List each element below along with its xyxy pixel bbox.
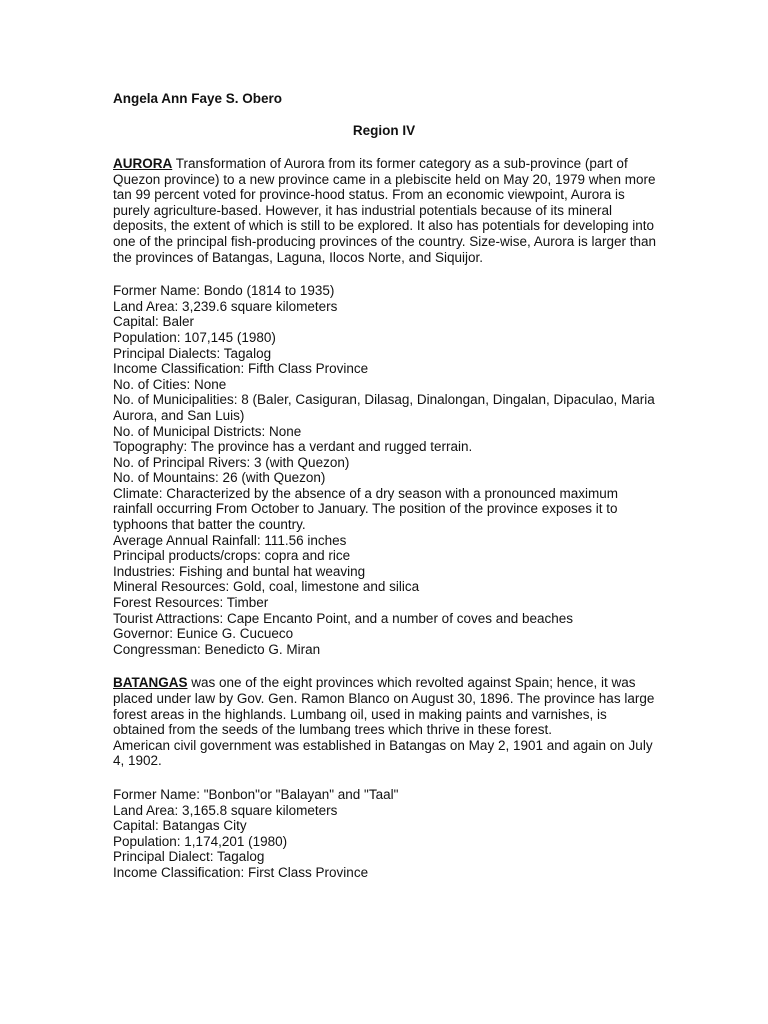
- spacer: [113, 265, 661, 283]
- aurora-fact: Industries: Fishing and buntal hat weaving: [113, 563, 366, 579]
- batangas-intro-text: was one of the eight provinces which revolted against Spain; hence, it was placed under law by Gov. Gen. Ramon Blanco on August 30, 1896. The province has large forest areas in the highlands. Lumbang oil, used in making paints and varnishes, is obtained from the seeds of the lumbang trees which thrive in these forest.: [113, 675, 655, 738]
- aurora-fact: No. of Mountains: 26 (with Quezon): [113, 470, 326, 486]
- spacer: [113, 657, 661, 675]
- aurora-heading: AURORA: [113, 156, 173, 171]
- aurora-fact: Tourist Attractions: Cape Encanto Point, and a number of coves and beaches: [113, 610, 574, 626]
- region-title: Region IV: [352, 123, 416, 138]
- aurora-fact: Principal Dialects: Tagalog: [113, 345, 272, 361]
- aurora-fact: Topography: The province has a verdant and rugged terrain.: [113, 439, 473, 455]
- aurora-fact: Capital: Baler: [113, 314, 195, 330]
- aurora-fact: Congressman: Benedicto G. Miran: [113, 641, 321, 657]
- spacer: [113, 769, 661, 787]
- aurora-fact: No. of Municipal Districts: None: [113, 423, 302, 439]
- aurora-fact: Forest Resources: Timber: [113, 595, 269, 611]
- aurora-fact: Income Classification: Fifth Class Province: [113, 361, 369, 377]
- batangas-intro-paragraph-2: American civil government was established in Batangas on May 2, 1901 and again on July 4, 1902.: [113, 737, 653, 769]
- aurora-fact: Average Annual Rainfall: 111.56 inches: [113, 532, 347, 548]
- aurora-fact: No. of Municipalities: 8 (Baler, Casiguran, Dilasag, Dinalongan, Dingalan, Dipaculao, Maria Aurora, and San Luis): [113, 392, 655, 423]
- batangas-intro-paragraph: [113, 675, 661, 737]
- aurora-intro-paragraph: [113, 156, 661, 265]
- aurora-fact: Former Name: Bondo (1814 to 1935): [113, 283, 335, 299]
- aurora-fact: No. of Cities: None: [113, 376, 227, 392]
- aurora-facts-list: [113, 283, 661, 657]
- aurora-fact: Governor: Eunice G. Cucueco: [113, 626, 294, 642]
- batangas-fact: Capital: Batangas City: [113, 818, 247, 834]
- aurora-fact: Climate: Characterized by the absence of a dry season with a pronounced maximum rainfall occurring From October to January. The position of the province exposes it to typhoons that batter the country.: [113, 485, 619, 533]
- aurora-fact: Population: 107,145 (1980): [113, 329, 276, 345]
- batangas-heading: BATANGAS: [113, 675, 188, 691]
- document-body: [113, 156, 661, 881]
- aurora-intro-text: Transformation of Aurora from its former category as a sub-province (part of Quezon province) to a new province came in a plebiscite held on May 20, 1979 when more tan 99 percent voted for province-hood status. From an economic viewpoint, Aurora is purely agriculture-based. However, it has industrial potentials because of its mineral deposits, the extent of which is still to be explored. It also has potentials for developing into one of the principal fish-producing provinces of the country. Size-wise, Aurora is larger than the provinces of Batangas, Laguna, Ilocos Norte, and Siquijor.: [113, 156, 657, 265]
- author-name: Angela Ann Faye S. Obero: [113, 91, 283, 106]
- batangas-fact: Land Area: 3,165.8 square kilometers: [113, 802, 338, 818]
- aurora-fact: Mineral Resources: Gold, coal, limestone and silica: [113, 579, 420, 595]
- aurora-fact: No. of Principal Rivers: 3 (with Quezon): [113, 454, 350, 470]
- batangas-facts-list: [113, 787, 661, 881]
- batangas-fact: Former Name: "Bonbon"or "Balayan" and "Taal": [113, 786, 399, 802]
- aurora-fact: Land Area: 3,239.6 square kilometers: [113, 298, 338, 314]
- batangas-fact: Population: 1,174,201 (1980): [113, 833, 288, 849]
- batangas-fact: Income Classification: First Class Province: [113, 864, 369, 880]
- aurora-fact: Principal products/crops: copra and rice: [113, 548, 351, 564]
- batangas-fact: Principal Dialect: Tagalog: [113, 849, 265, 865]
